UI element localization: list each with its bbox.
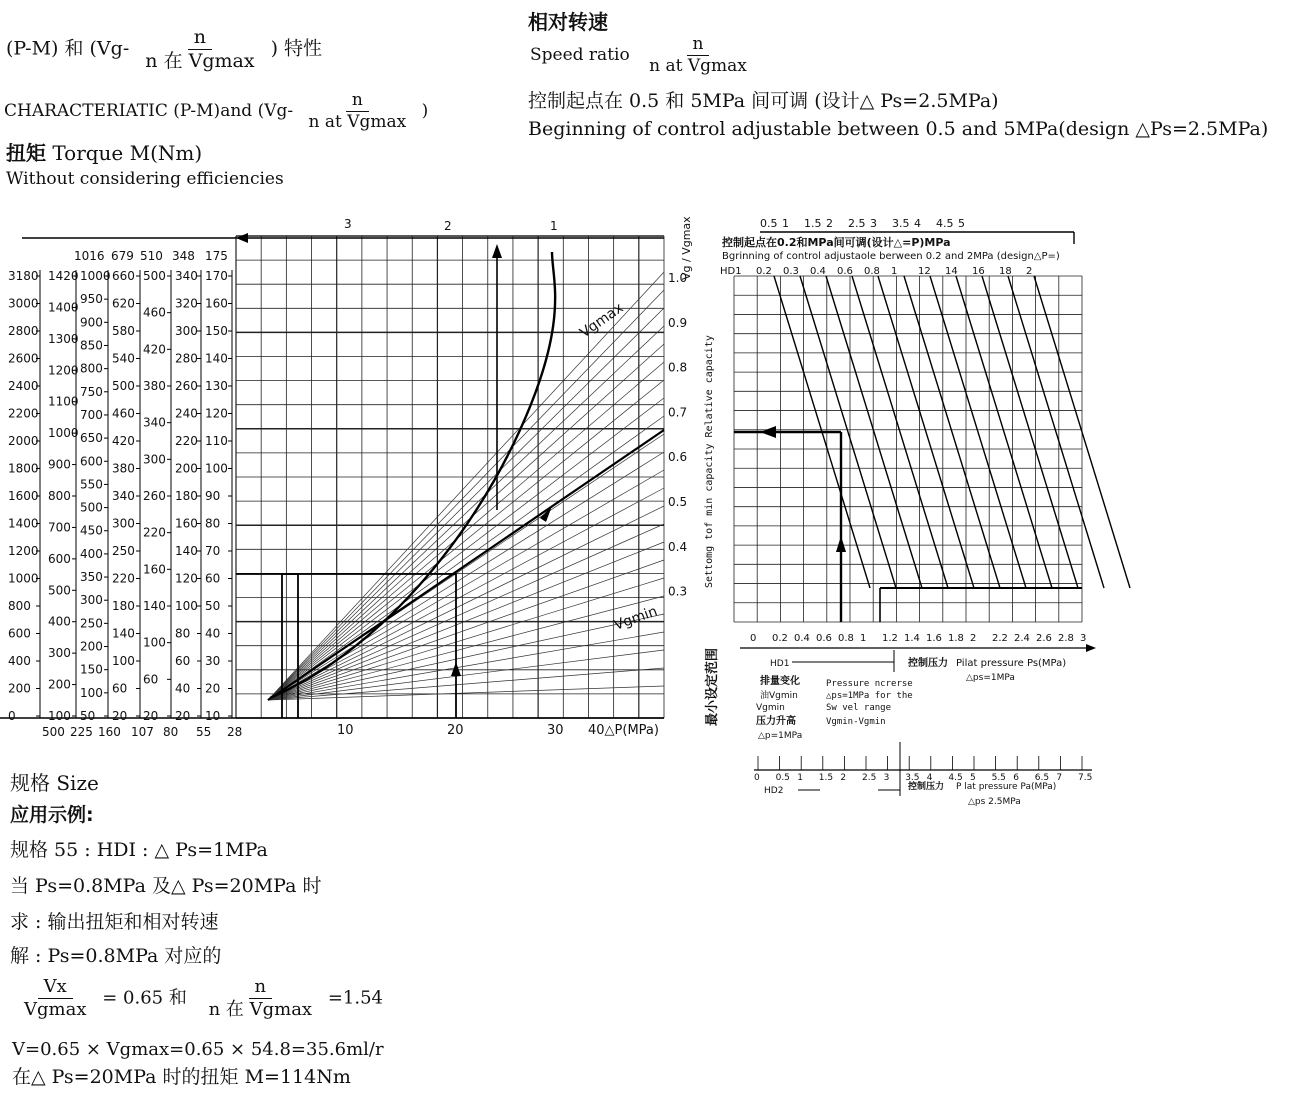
torque-scale-tick: 100 [112, 654, 135, 668]
torque-scale-tick: 100 [205, 461, 228, 476]
torque-scale-tick: 3180 [8, 269, 39, 283]
x-tick-label: 20 [447, 723, 464, 738]
vg-ray [268, 380, 664, 700]
example-title: 应用示例: [10, 804, 94, 826]
top-scale-tick: 3 [870, 217, 877, 230]
torque-scale-tick: 1800 [8, 461, 39, 476]
vg-ray [268, 362, 664, 700]
pm-suffix: ) 特性 [270, 37, 323, 60]
vg-ray [268, 308, 664, 700]
hd2-tick: 4 [926, 773, 933, 783]
vg-ray [268, 272, 664, 700]
size-footer: 28 [227, 725, 243, 739]
size-header: 679 [111, 249, 134, 263]
control-title-en: Bgrinning of control adjustaole berween 0.2 and 2MPa (design△P=) [722, 251, 1060, 262]
torque-scale-tick: 800 [8, 599, 31, 613]
torque-scale-tick: 1000 [48, 426, 79, 441]
operating-line [268, 430, 664, 700]
torque-scale-tick: 250 [112, 544, 135, 558]
speed-label: Speed ratio [530, 45, 630, 65]
control-line [982, 276, 1078, 588]
control-line [930, 276, 1026, 588]
bottom-tick: 2.8 [1058, 633, 1074, 644]
hd2-tick: 4.5 [948, 773, 963, 783]
torque-scale-tick: 220 [143, 525, 166, 540]
torque-scale-tick: 140 [143, 599, 166, 613]
torque-scale-tick: 180 [175, 489, 198, 503]
speed-den: n at Vgmax [649, 56, 747, 76]
control-line [852, 276, 948, 588]
top-scale-tick: 1 [782, 217, 789, 230]
torque-scale-tick: 540 [112, 351, 135, 366]
torque-scale-tick: 950 [80, 292, 103, 307]
bottom-tick: 1.2 [882, 633, 898, 644]
size-line: 规格 Size [10, 771, 99, 795]
torque-scale-tick: 580 [112, 324, 135, 338]
torque-scale-tick: 320 [175, 296, 198, 311]
bottom-tick: 2.4 [1014, 633, 1030, 644]
torque-scale-tick: 60 [175, 654, 191, 668]
torque-scale-tick: 1000 [8, 571, 39, 586]
torque-scale-tick: 550 [80, 477, 103, 492]
torque-scale-tick: 220 [112, 571, 135, 586]
disp-cn1: 排量变化 [760, 676, 800, 687]
torque-scale-tick: 800 [48, 489, 71, 503]
size-footer: 107 [131, 725, 154, 739]
right-axis-tick: 0.9 [668, 315, 688, 330]
x-axis-label: 40△P(MPa) [588, 723, 659, 738]
pi-en2: △ps=1MPa for the [826, 691, 913, 701]
size-header: 348 [172, 249, 195, 263]
torque-scale-tick: 100 [48, 709, 71, 723]
size-footer: 500 [42, 725, 65, 739]
vg-ray [268, 344, 664, 700]
hd1-label: HD1 [720, 266, 742, 277]
bottom-tick: 1.8 [948, 633, 964, 644]
top-scale-tick: 2.5 [848, 217, 866, 230]
hd1-tick: 1 [891, 266, 898, 277]
right-axis-tick: 0.5 [668, 495, 688, 509]
torque-scale-tick: 340 [112, 489, 135, 503]
pm-prefix: (P-M) 和 (Vg- [6, 37, 130, 60]
control-heading-en: Beginning of control adjustable between 0.5 and 5MPa(design △Ps=2.5MPa) [528, 118, 1269, 140]
hd2-tick: 7.5 [1078, 773, 1093, 783]
torque-scale-tick: 1000 [80, 269, 111, 283]
torque-scale-tick: 150 [205, 324, 228, 338]
torque-scale-tick: 2000 [8, 434, 39, 448]
vx-num: Vx [38, 978, 73, 999]
torque-scale-tick: 500 [112, 379, 135, 393]
torque-scale-tick: 80 [205, 516, 221, 531]
size-footer: 160 [98, 725, 121, 739]
torque-scale-tick: 260 [143, 489, 166, 503]
torque-scale-tick: 110 [205, 434, 228, 448]
torque-scale-tick: 120 [205, 406, 228, 421]
hd1-tick: 2 [1026, 266, 1033, 277]
top-scale-tick: 5 [958, 217, 965, 230]
torque-scale-tick: 900 [48, 457, 71, 472]
hd2-tick: 0.5 [775, 773, 790, 783]
torque-scale-tick: 10 [205, 709, 221, 723]
torque-scale-tick: 3000 [8, 296, 39, 311]
disp-cn3: Vgmin [756, 703, 785, 713]
bottom-tick: 0.2 [772, 633, 788, 644]
torque-scale-tick: 350 [80, 570, 103, 585]
hd2-tick: 5 [970, 773, 976, 783]
torque-scale-tick: 850 [80, 338, 103, 353]
torque-scale-tick: 160 [143, 562, 166, 577]
torque-scale-tick: 300 [48, 646, 71, 661]
bottom-tick: 0.8 [838, 633, 854, 644]
disp-cn2: 油Vgmin [760, 691, 798, 701]
control-line [878, 276, 974, 588]
size-header: 510 [140, 249, 163, 263]
n-eq: =1.54 [327, 987, 383, 1009]
torque-scale-tick: 280 [175, 351, 198, 366]
bottom-tick: 2.6 [1036, 633, 1052, 644]
bottom-tick: 3 [1080, 633, 1087, 644]
bottom-tick: 1 [860, 633, 867, 644]
pi-en1: Pressure ncrerse [826, 679, 913, 689]
torque-scale-tick: 120 [175, 571, 198, 586]
size-footer: 225 [70, 725, 93, 739]
torque-scale-tick: 240 [175, 406, 198, 421]
example-line3: 求 : 输出扭矩和相对转速 [10, 911, 219, 933]
right-axis-tick: 0.7 [668, 405, 688, 420]
torque-scale-tick: 30 [205, 654, 221, 668]
vg-ray [268, 326, 664, 700]
top-scale-tick: 3.5 [892, 217, 910, 230]
control-chart [700, 210, 1298, 820]
size-header: 1016 [74, 249, 105, 263]
x-tick-label: 30 [547, 723, 564, 738]
top-scale-tick: 4 [914, 217, 921, 230]
torque-cn: 扭矩 [6, 141, 46, 165]
torque-scale-tick: 1200 [48, 363, 79, 378]
top-scale-tick: 1.5 [804, 217, 822, 230]
bottom-tick: 1.4 [904, 633, 920, 644]
torque-scale-tick: 60 [112, 681, 128, 696]
pilot2-en: P lat pressure Pa(MPa) [956, 782, 1057, 792]
top-curve-label: 1 [550, 219, 558, 233]
speed-ratio [530, 36, 757, 75]
torque-scale-tick: 140 [175, 544, 198, 558]
torque-scale-tick: 420 [143, 342, 166, 357]
hd2-tick: 6.5 [1034, 773, 1050, 783]
top-scale-tick: 4.5 [936, 217, 954, 230]
pilot2-cn: 控制压力 [908, 782, 945, 792]
bottom-tick: 2.2 [992, 633, 1008, 644]
n-num: n [249, 978, 273, 999]
pm-fraction [139, 28, 260, 71]
vg-ray [268, 560, 664, 700]
torque-scale-tick: 1200 [8, 544, 39, 558]
example-line4: 解 : Ps=0.8MPa 对应的 [10, 945, 222, 967]
top-scale-tick: 2 [826, 217, 833, 230]
torque-scale-tick: 340 [175, 269, 198, 283]
vg-ray [268, 506, 664, 700]
bottom-axis-arrow [1086, 644, 1096, 652]
control-heading-cn: 控制起点在 0.5 和 5MPa 间可调 (设计△ Ps=2.5MPa) [528, 90, 999, 112]
disp-cn5: △p=1MPa [758, 731, 803, 741]
torque-scale-tick: 620 [112, 296, 135, 311]
torque-scale-tick: 200 [48, 677, 71, 692]
speed-fraction [643, 36, 753, 75]
torque-scale-tick: 460 [112, 406, 135, 421]
torque-scale-tick: 500 [80, 500, 103, 515]
torque-scale-tick: 500 [143, 269, 166, 283]
torque-scale-tick: 40 [205, 626, 221, 641]
torque-chart-rays [268, 272, 664, 700]
hd2-tick: 5.5 [991, 773, 1006, 783]
torque-scale-tick: 220 [175, 434, 198, 448]
hd2-tick: 3.5 [905, 773, 920, 783]
torque-scale-tick: 250 [80, 616, 103, 631]
vx-fraction [18, 978, 92, 1019]
torque-scale-tick: 40 [175, 681, 191, 696]
bottom-tick: 2 [970, 633, 977, 644]
min-range-cn: 最小设定范围 [705, 647, 720, 726]
torque-scale-tick: 900 [80, 315, 103, 330]
torque-scale-tick: 1600 [8, 489, 39, 503]
torque-scale-tick: 600 [48, 551, 71, 566]
torque-scale-tick: 2800 [8, 324, 39, 338]
torque-scale-tick: 380 [112, 461, 135, 476]
torque-scale-tick: 420 [112, 434, 135, 448]
char-prefix: CHARACTERIATIC (P-M)and (Vg- [4, 101, 294, 121]
bottom-tick: 0.6 [816, 633, 832, 644]
torque-scale-tick: 100 [175, 599, 198, 613]
example-line2: 当 Ps=0.8MPa 及△ Ps=20MPa 时 [10, 875, 322, 897]
control-line [956, 276, 1052, 588]
n-fraction [203, 978, 319, 1019]
torque-scale-tick: 2200 [8, 406, 39, 421]
torque-scale-tick: 140 [112, 626, 135, 641]
vx-den: Vgmax [24, 999, 87, 1020]
vg-ray [268, 452, 664, 700]
torque-scale-tick: 700 [48, 520, 71, 535]
torque-scale-tick: 260 [175, 379, 198, 393]
torque-scale-tick: 300 [143, 452, 166, 467]
hd1-tick: 12 [918, 266, 931, 277]
torque-scale-tick: 1400 [8, 516, 39, 531]
size-header: 175 [205, 249, 228, 263]
hd2-tick: 6 [1013, 773, 1019, 783]
char-num: n [346, 92, 369, 112]
right-axis-tick: 0.6 [668, 450, 688, 465]
right-axis-tick: 1.0 [668, 271, 688, 285]
torque-scale-tick: 140 [205, 351, 228, 366]
hd2-tick: 7 [1056, 773, 1063, 783]
torque-scale-tick: 90 [205, 489, 221, 503]
control-title-cn: 控制起点在0.2和MPa间可调(设计△=P)MPa [722, 236, 951, 249]
size-footer: 80 [163, 725, 179, 739]
top-axis-arrow [236, 233, 248, 243]
torque-heading [6, 143, 202, 163]
torque-scale-tick: 160 [175, 516, 198, 531]
example-line5: V=0.65 × Vgmax=0.65 × 54.8=35.6ml/r [12, 1039, 384, 1060]
torque-scale-tick: 200 [8, 681, 31, 696]
n-den: n 在 Vgmax [208, 999, 313, 1020]
torque-scale-tick: 160 [205, 296, 228, 311]
torque-scale-tick: 300 [175, 324, 198, 338]
torque-scale-tick: 800 [80, 361, 103, 376]
char-suffix: ) [421, 101, 429, 121]
vg-ray [268, 686, 664, 700]
torque-scale-tick: 400 [48, 614, 71, 629]
hd2-tick: 2.5 [862, 773, 877, 783]
torque-scale-tick: 2400 [8, 379, 39, 393]
vx-eq: = 0.65 和 [102, 987, 187, 1009]
hd2-label: HD2 [764, 786, 784, 796]
example-formula [14, 978, 383, 1019]
torque-scale-tick: 460 [143, 305, 166, 320]
hd1-tick: 14 [945, 266, 958, 277]
bottom-tick: 0 [750, 633, 757, 644]
disp-cn4: 压力升高 [756, 716, 796, 727]
speed-num: n [687, 36, 710, 56]
torque-scale-tick: 500 [48, 583, 71, 598]
torque-scale-tick: 600 [8, 626, 31, 641]
size-footer: 55 [196, 725, 212, 739]
example-arrow-left [760, 426, 776, 438]
torque-scale-tick: 0 [8, 709, 16, 723]
torque-scale-tick: 1100 [48, 394, 79, 409]
hd1-tick: 0.4 [810, 266, 826, 277]
vg-ray [268, 668, 664, 700]
torque-scale-tick: 200 [80, 639, 103, 654]
torque-scale-tick: 300 [80, 593, 103, 608]
control-line [1008, 276, 1104, 588]
example-line1: 规格 55 : HDI : △ Ps=1MPa [10, 839, 268, 861]
hd1-tick: 0.3 [783, 266, 799, 277]
right-axis-title: Settomg tof min capacity Relative capacity [704, 335, 715, 588]
torque-scale-tick: 400 [80, 546, 103, 561]
bottom-tick: 0.4 [794, 633, 810, 644]
char-fraction [303, 92, 413, 131]
torque-scale-tick: 150 [80, 662, 103, 677]
torque-scale-tick: 100 [80, 685, 103, 700]
torque-scale-tick: 450 [80, 523, 103, 538]
torque-scale-tick: 200 [175, 461, 198, 476]
vg-ray [268, 596, 664, 700]
torque-scale-tick: 70 [205, 544, 221, 558]
efficiency-note: Without considering efficiencies [6, 169, 284, 189]
example-arrow-up [451, 662, 461, 676]
vg-ray [268, 488, 664, 700]
hd1-bottom: HD1 [770, 659, 790, 669]
torque-scale-tick: 130 [205, 379, 228, 393]
hd1-tick: 16 [972, 266, 985, 277]
torque-scale-tick: 750 [80, 384, 103, 399]
pm-num: n [188, 28, 212, 50]
torque-scale-tick: 20 [175, 709, 191, 723]
example-line6: 在△ Ps=20MPa 时的扭矩 M=114Nm [12, 1066, 351, 1088]
right-axis-tick: 0.3 [668, 584, 688, 599]
torque-scale-tick: 400 [8, 654, 31, 668]
vg-ray [268, 290, 664, 700]
hd1-tick: 0.2 [756, 266, 772, 277]
torque-scale-tick: 340 [143, 415, 166, 430]
hd1-tick: 18 [999, 266, 1012, 277]
right-axis-tick: 0.8 [668, 360, 688, 375]
torque-scale-tick: 50 [80, 709, 96, 723]
example-arrow-up [836, 536, 846, 552]
pm-den: n 在 Vgmax [145, 50, 255, 72]
bottom-tick: 1.6 [926, 633, 942, 644]
char-heading [4, 92, 428, 131]
torque-scale-tick: 650 [80, 431, 103, 446]
char-den: n at Vgmax [308, 112, 407, 132]
torque-en: Torque M(Nm) [52, 141, 203, 165]
torque-scale-tick: 20 [143, 709, 159, 723]
speed-heading-cn: 相对转速 [528, 10, 608, 34]
x-tick-label: 10 [337, 723, 354, 738]
torque-scale-tick: 600 [80, 454, 103, 469]
hd2-tick: 0 [754, 773, 760, 783]
torque-scale-tick: 300 [112, 516, 135, 531]
hd1-tick: 0.6 [837, 266, 853, 277]
vgmin-label: Vgmin [611, 603, 660, 634]
hd1-tick: 0.8 [864, 266, 880, 277]
speed-arrow-head [492, 244, 502, 258]
torque-scale-tick: 2600 [8, 351, 39, 366]
torque-scale-tick: 1400 [48, 300, 79, 315]
vgmax-label: Vgmax [577, 300, 627, 342]
torque-chart-curves [236, 244, 555, 718]
torque-scale-tick: 170 [205, 269, 228, 283]
torque-scale-tick: 60 [205, 571, 221, 586]
control-chart-grid [734, 232, 1096, 796]
pi-en4: Vgmin-Vgmin [826, 717, 886, 727]
pilot-en: Pilat pressure Ps(MPa) [956, 658, 1067, 669]
pm-heading [6, 28, 322, 71]
pi-en3: Sw vel range [826, 703, 892, 713]
dps2: △ps 2.5MPa [968, 797, 1021, 807]
pilot-cn: 控制压力 [908, 658, 948, 669]
torque-scale-tick: 1300 [48, 331, 79, 346]
torque-scale-tick: 180 [112, 599, 135, 613]
torque-scale-tick: 20 [205, 681, 221, 696]
vg-ray [268, 524, 664, 700]
top-curve-label: 2 [444, 219, 452, 233]
torque-scale-tick: 380 [143, 379, 166, 393]
torque-scale-tick: 1420 [48, 269, 79, 283]
torque-scale-tick: 20 [112, 709, 128, 723]
control-line [904, 276, 1000, 588]
torque-scale-tick: 80 [175, 626, 191, 641]
hd2-tick: 3 [883, 773, 890, 783]
right-axis-tick: 0.4 [668, 539, 688, 554]
torque-scale-tick: 660 [112, 269, 135, 283]
torque-scale-tick: 60 [143, 672, 159, 687]
vg-axis-label: Vg / Vgmax [680, 216, 693, 280]
torque-scale-tick: 100 [143, 635, 166, 650]
top-curve-label: 3 [344, 217, 352, 231]
dps1: △ps=1MPa [966, 673, 1015, 683]
hd2-tick: 1.5 [818, 773, 834, 783]
top-scale-tick: 0.5 [760, 217, 778, 230]
torque-scale-tick: 700 [80, 407, 103, 422]
torque-scale-tick: 50 [205, 599, 221, 613]
hd2-tick: 2 [840, 773, 847, 783]
hd2-tick: 1 [797, 773, 803, 783]
